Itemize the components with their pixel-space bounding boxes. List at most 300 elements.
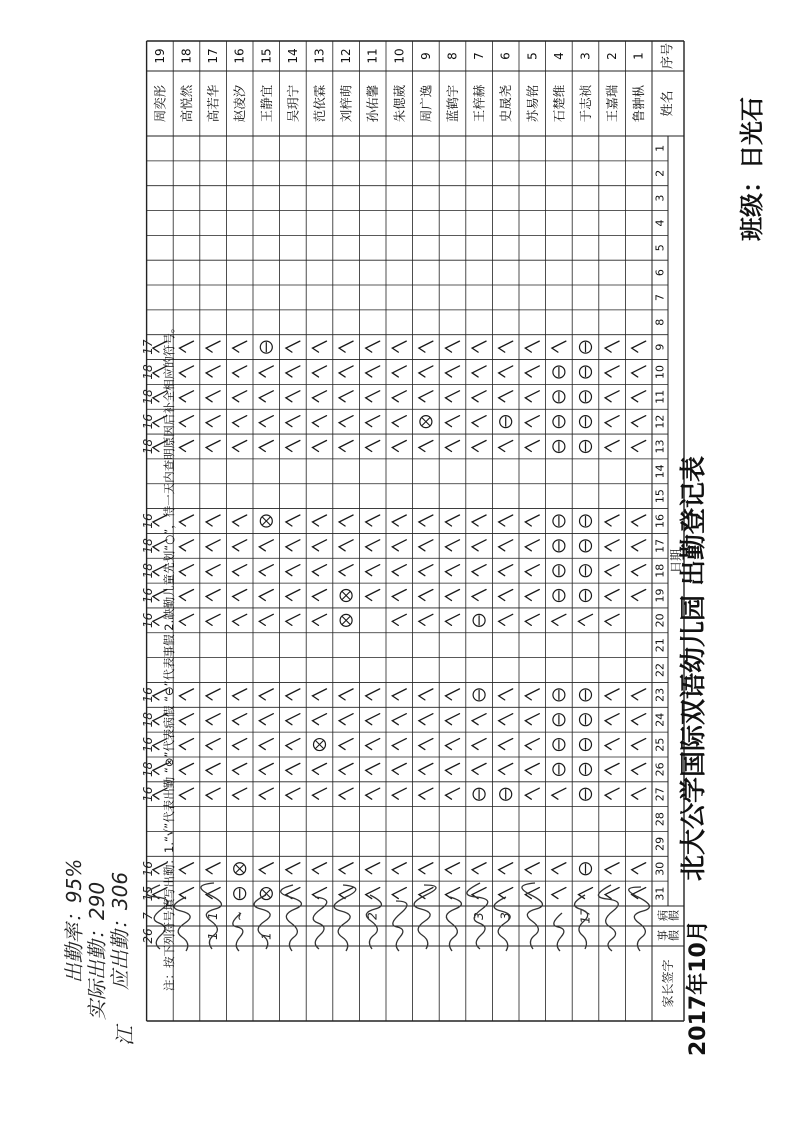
attendance-marks xyxy=(153,341,646,899)
present-check xyxy=(259,714,273,725)
present-check xyxy=(206,614,220,625)
present-check xyxy=(392,689,406,700)
present-check xyxy=(339,366,353,377)
student-name: 刘梓萌 xyxy=(338,84,354,123)
summary-expected: 应出勤：306 xyxy=(108,871,132,991)
present-check xyxy=(632,416,646,427)
present-check xyxy=(206,739,220,750)
present-check xyxy=(472,739,486,750)
present-check xyxy=(339,788,353,799)
present-check xyxy=(233,714,247,725)
day-number-25: 25 xyxy=(653,737,667,752)
present-check xyxy=(632,366,646,377)
present-check xyxy=(632,714,646,725)
column-total: 18 xyxy=(141,761,155,778)
present-check xyxy=(605,888,619,899)
column-total: 26 xyxy=(141,928,155,944)
sick-tally: 17 xyxy=(578,908,593,924)
present-check xyxy=(605,689,619,700)
present-check xyxy=(605,714,619,725)
present-check xyxy=(180,515,194,526)
student-name: 王静宜 xyxy=(258,84,274,123)
student-name: 吴玥宁 xyxy=(285,84,301,123)
present-check xyxy=(366,341,380,352)
present-check xyxy=(419,440,433,451)
present-check xyxy=(499,540,513,551)
present-check xyxy=(472,590,486,601)
day-number-20: 20 xyxy=(653,613,667,628)
legend-note: 注：按下列符号填写出勤：1.“√”代表出勤 “⊗”代表病假 “⊖”代表事假 2.缺勤儿童先划“○”，待一天内查明原因后补全相应的符号。 xyxy=(162,321,176,991)
present-check xyxy=(419,739,433,750)
present-check xyxy=(472,440,486,451)
column-total: 18 xyxy=(141,563,155,579)
column-total: 18 xyxy=(141,438,155,455)
student-name: 高若华 xyxy=(205,84,221,123)
parent-signature-scribble xyxy=(313,897,327,949)
present-check xyxy=(605,763,619,774)
present-check xyxy=(233,739,247,750)
present-check xyxy=(366,788,380,799)
present-check xyxy=(313,341,327,352)
present-check xyxy=(233,540,247,551)
present-check xyxy=(552,888,566,899)
present-check xyxy=(259,391,273,402)
present-check xyxy=(392,440,406,451)
present-check xyxy=(525,714,539,725)
student-name: 周广逸 xyxy=(418,84,434,123)
column-total: 16 xyxy=(141,513,155,529)
present-check xyxy=(392,788,406,799)
present-check xyxy=(180,739,194,750)
sick-tally: 1 xyxy=(206,912,221,920)
day-number-23: 23 xyxy=(653,687,667,702)
present-check xyxy=(605,565,619,576)
present-check xyxy=(499,739,513,750)
present-check xyxy=(233,614,247,625)
present-check xyxy=(419,788,433,799)
present-check xyxy=(605,590,619,601)
present-check xyxy=(206,416,220,427)
present-check xyxy=(366,540,380,551)
present-check xyxy=(366,863,380,874)
present-check xyxy=(366,763,380,774)
present-check xyxy=(206,714,220,725)
present-check xyxy=(579,614,593,625)
student-no: 18 xyxy=(179,48,194,64)
parent-signature-scribble xyxy=(334,885,356,951)
present-check xyxy=(259,565,273,576)
day-number-2: 2 xyxy=(653,169,667,177)
student-no: 15 xyxy=(259,48,274,64)
present-check xyxy=(446,391,460,402)
day-number-28: 28 xyxy=(653,812,667,827)
present-check xyxy=(339,341,353,352)
present-check xyxy=(446,863,460,874)
present-check xyxy=(525,540,539,551)
day-number-15: 15 xyxy=(653,489,667,504)
column-total: 16 xyxy=(141,612,155,628)
present-check xyxy=(339,565,353,576)
present-check xyxy=(446,440,460,451)
present-check xyxy=(472,863,486,874)
present-check xyxy=(180,440,194,451)
present-check xyxy=(632,590,646,601)
day-number-8: 8 xyxy=(653,318,667,326)
present-check xyxy=(499,714,513,725)
present-check xyxy=(286,788,300,799)
present-check xyxy=(259,863,273,874)
present-check xyxy=(286,440,300,451)
present-check xyxy=(206,590,220,601)
day-number-29: 29 xyxy=(653,836,667,851)
present-check xyxy=(259,739,273,750)
day-number-5: 5 xyxy=(653,244,667,252)
present-check xyxy=(419,714,433,725)
header-personal-leave: 事假 xyxy=(657,929,679,943)
present-check xyxy=(632,440,646,451)
present-check xyxy=(286,714,300,725)
present-check xyxy=(605,863,619,874)
present-check xyxy=(339,763,353,774)
present-check xyxy=(286,614,300,625)
present-check xyxy=(392,614,406,625)
student-name: 苏易铭 xyxy=(524,84,540,123)
present-check xyxy=(552,341,566,352)
present-check xyxy=(313,614,327,625)
column-total: 16 xyxy=(141,736,155,753)
present-check xyxy=(206,763,220,774)
present-check xyxy=(339,863,353,874)
present-check xyxy=(206,515,220,526)
day-number-6: 6 xyxy=(653,269,667,277)
header-sick-leave: 病假 xyxy=(657,909,679,923)
present-check xyxy=(446,763,460,774)
present-check xyxy=(206,540,220,551)
present-check xyxy=(605,540,619,551)
present-check xyxy=(286,416,300,427)
present-check xyxy=(313,366,327,377)
present-check xyxy=(339,714,353,725)
present-check xyxy=(499,590,513,601)
present-check xyxy=(446,888,460,899)
present-check xyxy=(313,565,327,576)
handwritten-annotations xyxy=(62,339,649,1046)
present-check xyxy=(286,739,300,750)
present-check xyxy=(632,565,646,576)
present-check xyxy=(286,515,300,526)
present-check xyxy=(233,515,247,526)
present-check xyxy=(525,515,539,526)
attendance-grid xyxy=(147,41,684,1021)
present-check xyxy=(525,788,539,799)
present-check xyxy=(286,540,300,551)
present-check xyxy=(313,391,327,402)
present-check xyxy=(206,863,220,874)
present-check xyxy=(446,341,460,352)
present-check xyxy=(366,416,380,427)
school-title: 北大公学国际双语幼儿园 出勤登记表 xyxy=(679,455,709,881)
sick-tally: 2 xyxy=(365,912,380,920)
present-check xyxy=(339,391,353,402)
present-check xyxy=(206,788,220,799)
present-check xyxy=(286,763,300,774)
student-name: 史晟尧 xyxy=(498,84,514,123)
present-check xyxy=(366,590,380,601)
header-date: 日期 xyxy=(669,548,683,574)
present-check xyxy=(233,440,247,451)
present-check xyxy=(259,366,273,377)
present-check xyxy=(446,739,460,750)
present-check xyxy=(259,590,273,601)
present-check xyxy=(313,888,327,899)
present-check xyxy=(366,689,380,700)
day-number-26: 26 xyxy=(653,762,667,777)
present-check xyxy=(419,590,433,601)
present-check xyxy=(605,366,619,377)
present-check xyxy=(525,689,539,700)
column-total: 18 xyxy=(141,538,155,554)
present-check xyxy=(392,888,406,899)
present-check xyxy=(313,590,327,601)
student-no: 14 xyxy=(285,48,300,64)
student-no: 3 xyxy=(578,52,593,60)
present-check xyxy=(446,714,460,725)
present-check xyxy=(472,714,486,725)
present-check xyxy=(392,739,406,750)
day-number-24: 24 xyxy=(653,712,667,727)
column-total: 16 xyxy=(141,587,155,604)
present-check xyxy=(499,863,513,874)
present-check xyxy=(499,614,513,625)
present-check xyxy=(632,515,646,526)
present-check xyxy=(259,689,273,700)
present-check xyxy=(286,590,300,601)
present-check xyxy=(525,739,539,750)
present-check xyxy=(499,341,513,352)
day-number-11: 11 xyxy=(653,389,667,404)
present-check xyxy=(419,863,433,874)
student-no: 6 xyxy=(498,52,513,60)
present-check xyxy=(605,614,619,625)
present-check xyxy=(446,515,460,526)
present-check xyxy=(552,788,566,799)
student-name: 周奕彤 xyxy=(152,84,168,123)
present-check xyxy=(605,515,619,526)
sick-tally: 3 xyxy=(472,912,487,920)
present-check xyxy=(605,416,619,427)
column-total: 17 xyxy=(141,339,155,355)
present-check xyxy=(366,391,380,402)
day-number-16: 16 xyxy=(653,514,667,528)
present-check xyxy=(472,391,486,402)
present-check xyxy=(392,863,406,874)
student-no: 2 xyxy=(605,52,620,60)
sick-tally: 3 xyxy=(498,912,513,920)
day-number-18: 18 xyxy=(653,563,667,578)
column-total: 16 xyxy=(141,687,155,703)
present-check xyxy=(180,590,194,601)
present-check xyxy=(313,788,327,799)
personal-tally: 1 xyxy=(259,932,274,940)
column-total: 18 xyxy=(141,364,155,380)
parent-signature-scribble xyxy=(414,885,436,949)
present-check xyxy=(419,515,433,526)
header-name: 姓名 xyxy=(660,90,676,117)
present-check xyxy=(499,763,513,774)
day-number-27: 27 xyxy=(653,787,667,802)
parent-signature-scribble xyxy=(366,895,381,949)
day-number-22: 22 xyxy=(653,663,667,678)
present-check xyxy=(392,763,406,774)
student-name: 鲁翀枞 xyxy=(631,84,647,123)
present-check xyxy=(472,515,486,526)
column-total: 18 xyxy=(141,712,155,728)
present-check xyxy=(472,540,486,551)
present-check xyxy=(419,565,433,576)
present-check xyxy=(313,863,327,874)
student-no: 1 xyxy=(631,52,646,60)
present-check xyxy=(366,366,380,377)
present-check xyxy=(286,391,300,402)
student-no: 9 xyxy=(418,52,433,60)
parent-signature-scribble xyxy=(174,897,190,951)
day-number-3: 3 xyxy=(653,194,667,202)
present-check xyxy=(632,540,646,551)
present-check xyxy=(525,763,539,774)
present-check xyxy=(392,714,406,725)
parent-signature-scribble xyxy=(281,885,302,951)
student-name: 范依霖 xyxy=(312,84,327,123)
present-check xyxy=(313,515,327,526)
present-check xyxy=(632,689,646,700)
present-check xyxy=(446,614,460,625)
present-check xyxy=(472,341,486,352)
present-check xyxy=(339,440,353,451)
present-check xyxy=(632,391,646,402)
present-check xyxy=(259,763,273,774)
column-total: 16 xyxy=(141,861,155,877)
student-name: 王梓赫 xyxy=(471,84,487,123)
present-check xyxy=(392,590,406,601)
present-check xyxy=(259,788,273,799)
column-total: 16 xyxy=(141,786,155,802)
present-check xyxy=(525,440,539,451)
present-check xyxy=(233,391,247,402)
day-number-10: 10 xyxy=(653,364,667,379)
present-check xyxy=(286,341,300,352)
present-check xyxy=(313,714,327,725)
present-check xyxy=(419,614,433,625)
present-check xyxy=(446,788,460,799)
day-number-9: 9 xyxy=(653,343,667,351)
present-check xyxy=(605,391,619,402)
present-check xyxy=(419,689,433,700)
student-name: 赵凌汐 xyxy=(232,84,248,123)
present-check xyxy=(366,515,380,526)
present-check xyxy=(286,366,300,377)
present-check xyxy=(392,416,406,427)
present-check xyxy=(313,763,327,774)
present-check xyxy=(180,863,194,874)
present-check xyxy=(525,614,539,625)
student-name: 于志祯 xyxy=(578,84,593,123)
present-check xyxy=(233,689,247,700)
present-check xyxy=(233,366,247,377)
present-check xyxy=(392,565,406,576)
present-check xyxy=(472,763,486,774)
present-check xyxy=(366,565,380,576)
present-check xyxy=(605,440,619,451)
student-no: 11 xyxy=(365,48,380,64)
present-check xyxy=(180,614,194,625)
present-check xyxy=(419,763,433,774)
day-number-30: 30 xyxy=(653,861,667,876)
present-check xyxy=(180,714,194,725)
present-check xyxy=(472,366,486,377)
present-check xyxy=(446,565,460,576)
present-check xyxy=(605,341,619,352)
header-parent-signature: 家长签字 xyxy=(661,959,675,1008)
present-check xyxy=(499,689,513,700)
present-check xyxy=(233,590,247,601)
present-check xyxy=(366,739,380,750)
column-total: 7 xyxy=(141,912,155,920)
present-check xyxy=(233,788,247,799)
present-check xyxy=(446,590,460,601)
present-check xyxy=(286,863,300,874)
column-total: 18 xyxy=(141,389,155,405)
present-check xyxy=(259,416,273,427)
present-check xyxy=(366,714,380,725)
present-check xyxy=(313,689,327,700)
present-check xyxy=(180,763,194,774)
student-no: 5 xyxy=(525,52,540,60)
present-check xyxy=(259,440,273,451)
present-check xyxy=(525,416,539,427)
present-check xyxy=(206,341,220,352)
present-check xyxy=(313,540,327,551)
signature-initial: 江 xyxy=(113,1026,137,1046)
present-check xyxy=(446,416,460,427)
student-name: 蓝鹤宇 xyxy=(445,84,460,123)
parent-signature-scribble xyxy=(554,913,564,951)
present-check xyxy=(525,590,539,601)
summary-actual: 实际出勤：290 xyxy=(85,881,109,1021)
present-check xyxy=(525,565,539,576)
present-check xyxy=(313,440,327,451)
day-number-21: 21 xyxy=(653,638,667,653)
present-check xyxy=(392,540,406,551)
present-check xyxy=(180,341,194,352)
present-check xyxy=(525,391,539,402)
parent-signature-scribble xyxy=(522,883,543,949)
present-check xyxy=(206,440,220,451)
present-check xyxy=(206,565,220,576)
present-check xyxy=(180,416,194,427)
day-number-13: 13 xyxy=(653,439,667,454)
present-check xyxy=(499,515,513,526)
present-check xyxy=(259,614,273,625)
present-check xyxy=(180,689,194,700)
present-check xyxy=(233,763,247,774)
class-label: 班级：日光石 xyxy=(738,97,766,241)
column-total: 16 xyxy=(141,414,155,430)
present-check xyxy=(339,739,353,750)
present-check xyxy=(419,391,433,402)
present-check xyxy=(419,366,433,377)
present-check xyxy=(472,416,486,427)
present-check xyxy=(499,366,513,377)
